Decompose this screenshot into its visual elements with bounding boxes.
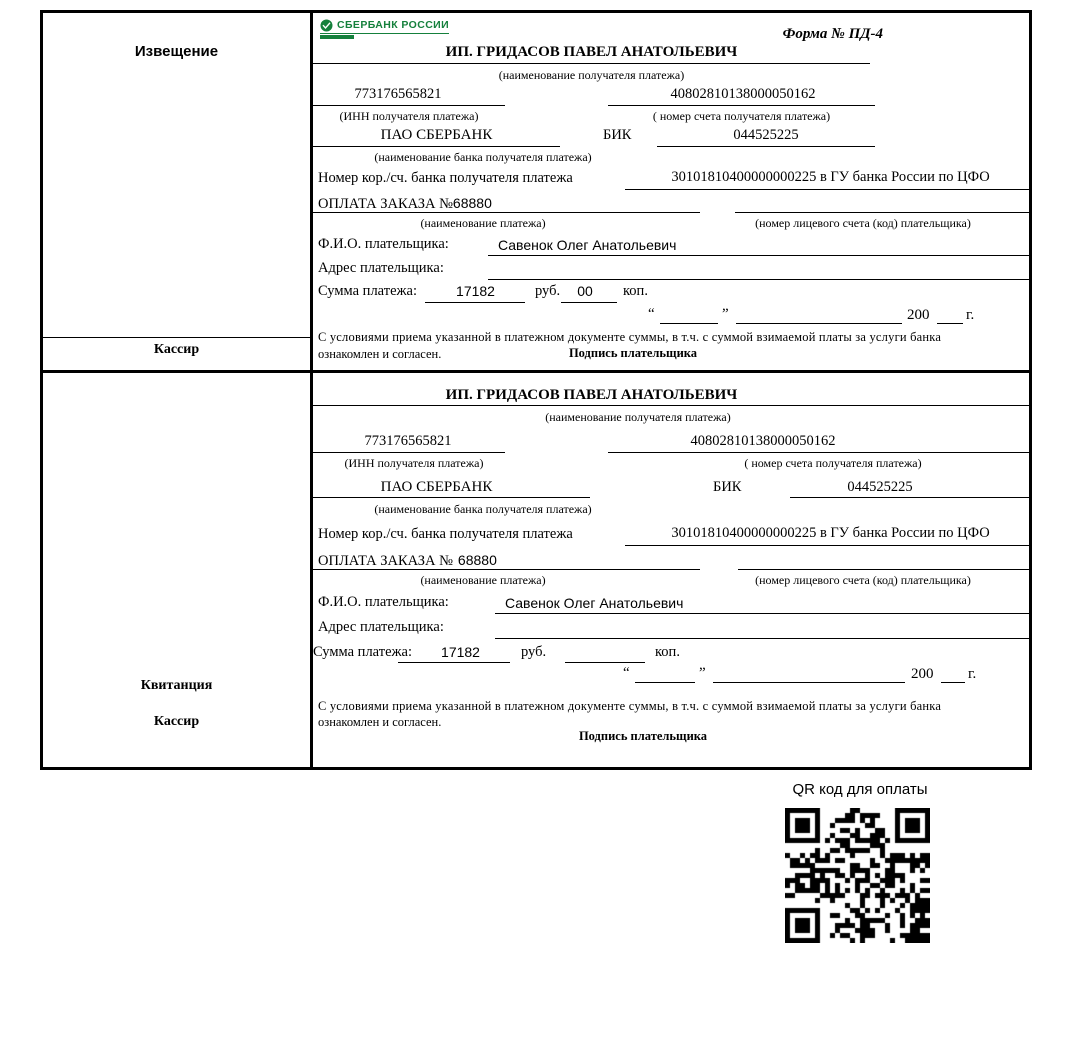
- date-quote-open: “: [648, 306, 655, 322]
- qr-label: QR код для оплаты: [792, 781, 928, 798]
- terms-line2: ознакомлен и согласен.: [318, 347, 442, 361]
- corr-account-label: Номер кор./сч. банка получателя платежа: [318, 170, 573, 186]
- account-value: 40802810138000050162: [690, 433, 836, 449]
- payment-purpose-caption: (наименование платежа): [420, 573, 546, 587]
- kop-label: коп.: [655, 644, 680, 660]
- bank-name-line: [313, 146, 560, 147]
- date-year-suffix: г.: [968, 666, 977, 682]
- payment-form-pd4: [40, 10, 1032, 770]
- date-month-line: [713, 682, 905, 683]
- payer-fio-label: Ф.И.О. плательщика:: [318, 594, 449, 610]
- inn-line: [313, 452, 505, 453]
- signature-label: Подпись плательщика: [568, 346, 698, 360]
- payer-fio-label: Ф.И.О. плательщика:: [318, 236, 449, 252]
- sum-label: Сумма платежа:: [313, 644, 412, 660]
- inn-caption: (ИНН получателя платежа): [339, 109, 479, 123]
- sum-kop-value: 00: [577, 283, 593, 299]
- bank-name-caption: (наименование банка получателя платежа): [374, 502, 592, 516]
- sberbank-logo: [320, 19, 449, 39]
- payment-purpose-label: ОПЛАТА ЗАКАЗА №: [318, 553, 453, 569]
- corr-account-value: 30101810400000000225 в ГУ банка России по ЦФО: [671, 169, 990, 185]
- bank-logo-tagline-bar: [320, 35, 354, 39]
- bank-name-value: ПАО СБЕРБАНК: [380, 127, 493, 143]
- date-year: 200: [907, 307, 930, 323]
- payee-name-caption: (наименование получателя платежа): [498, 68, 685, 82]
- inn-line: [313, 105, 505, 106]
- payer-name-line: [488, 255, 1029, 256]
- payment-purpose-row: [318, 551, 497, 570]
- date-quote-close: ”: [699, 665, 706, 681]
- section-divider: [43, 370, 1029, 373]
- payer-account-line: [738, 569, 1029, 570]
- payer-address-label: Адрес плательщика:: [318, 619, 444, 635]
- payer-name-value: Савенок Олег Анатольевич: [498, 237, 677, 253]
- terms-line2: ознакомлен и согласен.: [318, 715, 442, 729]
- payment-purpose-label: ОПЛАТА ЗАКАЗА №: [318, 196, 453, 212]
- order-number: 68880: [457, 552, 497, 568]
- bik-value: 044525225: [733, 127, 799, 143]
- payer-account-line: [735, 212, 1029, 213]
- inn-value: 773176565821: [354, 86, 442, 102]
- date-day-line: [660, 323, 718, 324]
- account-caption: ( номер счета получателя платежа): [744, 456, 922, 470]
- account-line: [608, 452, 1029, 453]
- date-quote-open: “: [623, 665, 630, 681]
- bik-line: [790, 497, 1029, 498]
- sum-kop-line: [561, 302, 617, 303]
- date-month-line: [736, 323, 902, 324]
- corr-account-line: [625, 545, 1029, 546]
- payer-address-line: [495, 638, 1029, 639]
- terms-line1: С условиями приема указанной в платежном документе суммы, в т.ч. с суммой взимаемой платы за услуги банка: [318, 330, 942, 344]
- payee-name-line: [313, 63, 870, 64]
- sum-rub-value: 17182: [441, 644, 480, 660]
- date-quote-close: ”: [722, 306, 729, 322]
- date-year-line: [937, 323, 963, 324]
- bik-label: БИК: [603, 127, 632, 143]
- cashier-label: Кассир: [153, 342, 200, 357]
- date-day-line: [635, 682, 695, 683]
- cashier-label: Кассир: [153, 714, 200, 729]
- account-caption: ( номер счета получателя платежа): [652, 109, 831, 123]
- kop-label: коп.: [623, 283, 648, 299]
- bank-name-line: [313, 497, 590, 498]
- payment-purpose-line: [313, 569, 700, 570]
- bank-name-caption: (наименование банка получателя платежа): [374, 150, 592, 164]
- sum-rub-line: [425, 302, 525, 303]
- payee-name: ИП. ГРИДАСОВ ПАВЕЛ АНАТОЛЬЕВИЧ: [445, 387, 738, 403]
- section-notice-title: Извещение: [134, 43, 219, 60]
- sum-rub-line: [398, 662, 510, 663]
- payer-name-value: Савенок Олег Анатольевич: [505, 595, 684, 611]
- bank-name-value: ПАО СБЕРБАНК: [380, 479, 493, 495]
- payer-account-caption: (номер лицевого счета (код) плательщика): [755, 573, 971, 587]
- date-year-suffix: г.: [966, 307, 975, 323]
- account-line: [608, 105, 875, 106]
- cashier-line: [43, 337, 310, 338]
- terms-line1: С условиями приема указанной в платежном документе суммы, в т.ч. с суммой взимаемой платы за услуги банка: [318, 699, 942, 713]
- payer-name-line: [495, 613, 1029, 614]
- corr-account-label: Номер кор./сч. банка получателя платежа: [318, 526, 573, 542]
- rub-label: руб.: [535, 283, 561, 299]
- inn-value: 773176565821: [364, 433, 452, 449]
- qr-code: [785, 808, 930, 943]
- payer-address-line: [488, 279, 1029, 280]
- sum-label: Сумма платежа:: [318, 283, 417, 299]
- sum-rub-value: 17182: [456, 283, 495, 299]
- signature-label: Подпись плательщика: [578, 729, 708, 743]
- payer-address-label: Адрес плательщика:: [318, 260, 444, 276]
- bik-line: [657, 146, 875, 147]
- rub-label: руб.: [521, 644, 547, 660]
- inn-caption: (ИНН получателя платежа): [344, 456, 484, 470]
- corr-account-line: [625, 189, 1029, 190]
- bik-label: БИК: [713, 479, 742, 495]
- form-number: Форма № ПД-4: [782, 26, 883, 42]
- order-number: 68880: [452, 195, 492, 211]
- date-year-line: [941, 682, 965, 683]
- payment-purpose-line: [313, 212, 700, 213]
- payer-account-caption: (номер лицевого счета (код) плательщика): [755, 216, 971, 230]
- payment-purpose-row: [318, 194, 492, 213]
- sberbank-emblem-icon: [320, 19, 333, 32]
- section-receipt-title: Квитанция: [140, 678, 213, 693]
- bank-logo-text: СБЕРБАНК РОССИИ: [337, 19, 450, 32]
- payee-name-caption: (наименование получателя платежа): [545, 410, 731, 424]
- payment-purpose-caption: (наименование платежа): [420, 216, 546, 230]
- bik-value: 044525225: [847, 479, 913, 495]
- date-year: 200: [911, 666, 934, 682]
- sum-kop-line: [565, 662, 645, 663]
- payee-name-line: [313, 405, 1029, 406]
- payee-name: ИП. ГРИДАСОВ ПАВЕЛ АНАТОЛЬЕВИЧ: [445, 44, 738, 60]
- account-value: 40802810138000050162: [670, 86, 816, 102]
- corr-account-value: 30101810400000000225 в ГУ банка России по ЦФО: [671, 525, 990, 541]
